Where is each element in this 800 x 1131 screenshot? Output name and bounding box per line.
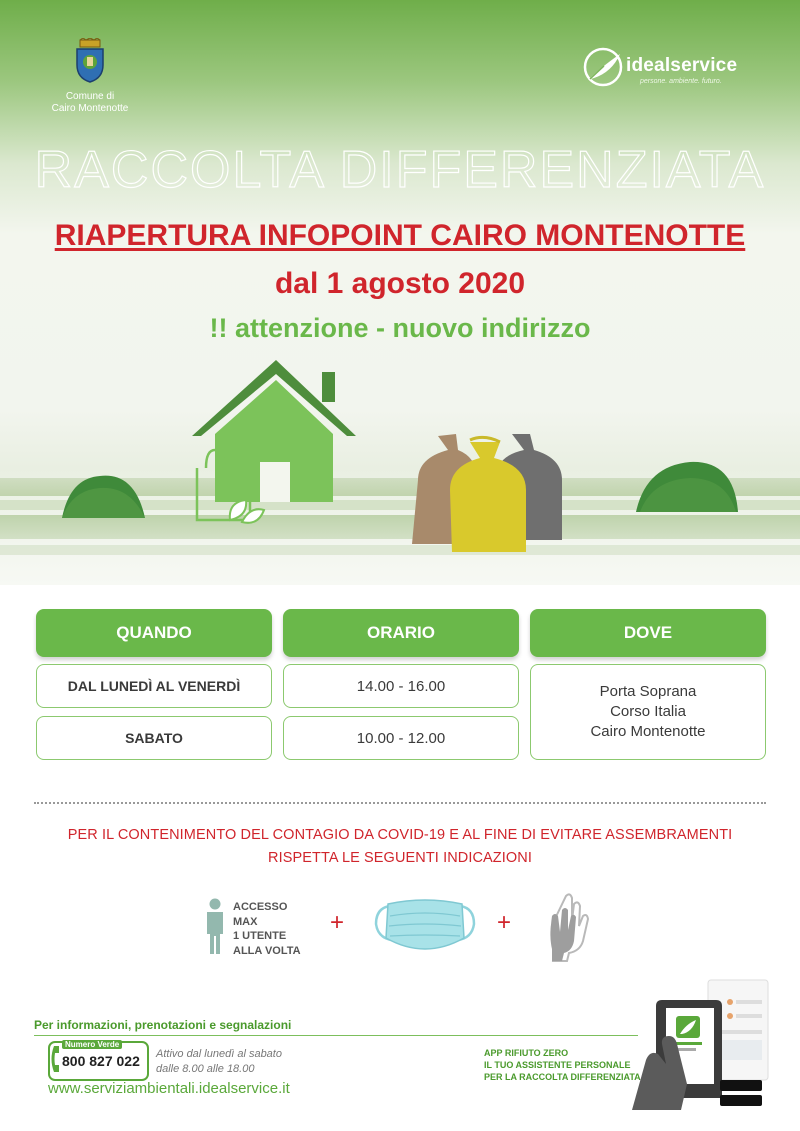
phone-hours <box>156 1047 282 1077</box>
reopening-heading: RIAPERTURA INFOPOINT CAIRO MONTENOTTE <box>54 219 746 252</box>
crest-icon <box>73 38 107 84</box>
access-rule-line4: ALLA VOLTA <box>233 944 301 957</box>
phone-in-hand-icon <box>632 976 772 1110</box>
app-promo-line3: PER LA RACCOLTA DIFFERENZIATA <box>484 1072 641 1082</box>
phone-hours-line2: dalle 8.00 alle 18.00 <box>156 1063 255 1075</box>
access-rule-line2: MAX <box>233 915 258 928</box>
bush-right-icon <box>636 462 738 512</box>
schedule-when-weekdays: DAL LUNEDÌ AL VENERDÌ <box>36 664 272 708</box>
column-header-orario: ORARIO <box>283 609 519 657</box>
page-title <box>0 140 800 200</box>
schedule-when-saturday: SABATO <box>36 716 272 760</box>
bush-left-icon <box>62 476 145 518</box>
person-icon <box>204 898 226 956</box>
page-title-text: RACCOLTA DIFFERENZIATA <box>34 141 766 199</box>
waste-bags-icon <box>412 434 562 552</box>
phone-handset-icon <box>50 1045 62 1073</box>
app-promo-line1: APP RIFIUTO ZERO <box>484 1048 569 1058</box>
app-promo <box>484 1047 641 1083</box>
crest-caption <box>40 91 140 115</box>
plus-sign: + <box>497 909 512 936</box>
brand-name: idealservice <box>626 55 738 76</box>
leaf-logo-icon <box>582 46 624 88</box>
covid-notice-line2: RISPETTA LE SEGUENTI INDICAZIONI <box>268 850 532 866</box>
gloves-icon <box>548 890 600 962</box>
app-promo-line2: IL TUO ASSISTENTE PERSONALE <box>484 1060 631 1070</box>
website-link[interactable]: www.serviziambientali.idealservice.it <box>48 1080 290 1097</box>
hero-illustration <box>0 350 800 570</box>
info-title: Per informazioni, prenotazioni e segnalazioni <box>34 1018 292 1032</box>
numero-verde-label: Numero Verde <box>62 1040 122 1049</box>
column-header-dove: DOVE <box>530 609 766 657</box>
house-icon <box>192 360 356 502</box>
covid-notice <box>0 824 800 870</box>
column-header-quando: QUANDO <box>36 609 272 657</box>
municipal-crest <box>40 38 140 115</box>
plus-sign: + <box>330 909 345 936</box>
location-line1: Porta Soprana <box>599 683 697 700</box>
address-notice: !! attenzione - nuovo indirizzo <box>209 313 591 343</box>
schedule-time-weekdays: 14.00 - 16.00 <box>283 664 519 708</box>
access-rule <box>233 900 301 958</box>
info-divider <box>34 1035 638 1036</box>
access-rule-line1: ACCESSO <box>233 901 288 913</box>
phone-hours-line1: Attivo dal lunedì al sabato <box>156 1048 282 1060</box>
phone-number[interactable]: 800 827 022 <box>62 1053 140 1069</box>
schedule-location <box>530 664 766 760</box>
reopening-date: dal 1 agosto 2020 <box>274 267 526 300</box>
location-line2: Corso Italia <box>610 703 686 720</box>
schedule-time-saturday: 10.00 - 12.00 <box>283 716 519 760</box>
idealservice-logo <box>582 44 762 90</box>
dotted-divider <box>34 802 766 804</box>
brand-tagline: persone. ambiente. futuro. <box>640 78 722 85</box>
location-line3: Cairo Montenotte <box>590 723 706 740</box>
access-rule-line3: 1 UTENTE <box>233 930 287 942</box>
covid-notice-line1: PER IL CONTENIMENTO DEL CONTAGIO DA COVID-19 E AL FINE DI EVITARE ASSEMBRAMENTI <box>67 827 733 843</box>
face-mask-icon <box>372 894 478 960</box>
crest-caption-line1: Comune di <box>65 91 115 102</box>
crest-caption-line2: Cairo Montenotte <box>51 103 129 114</box>
